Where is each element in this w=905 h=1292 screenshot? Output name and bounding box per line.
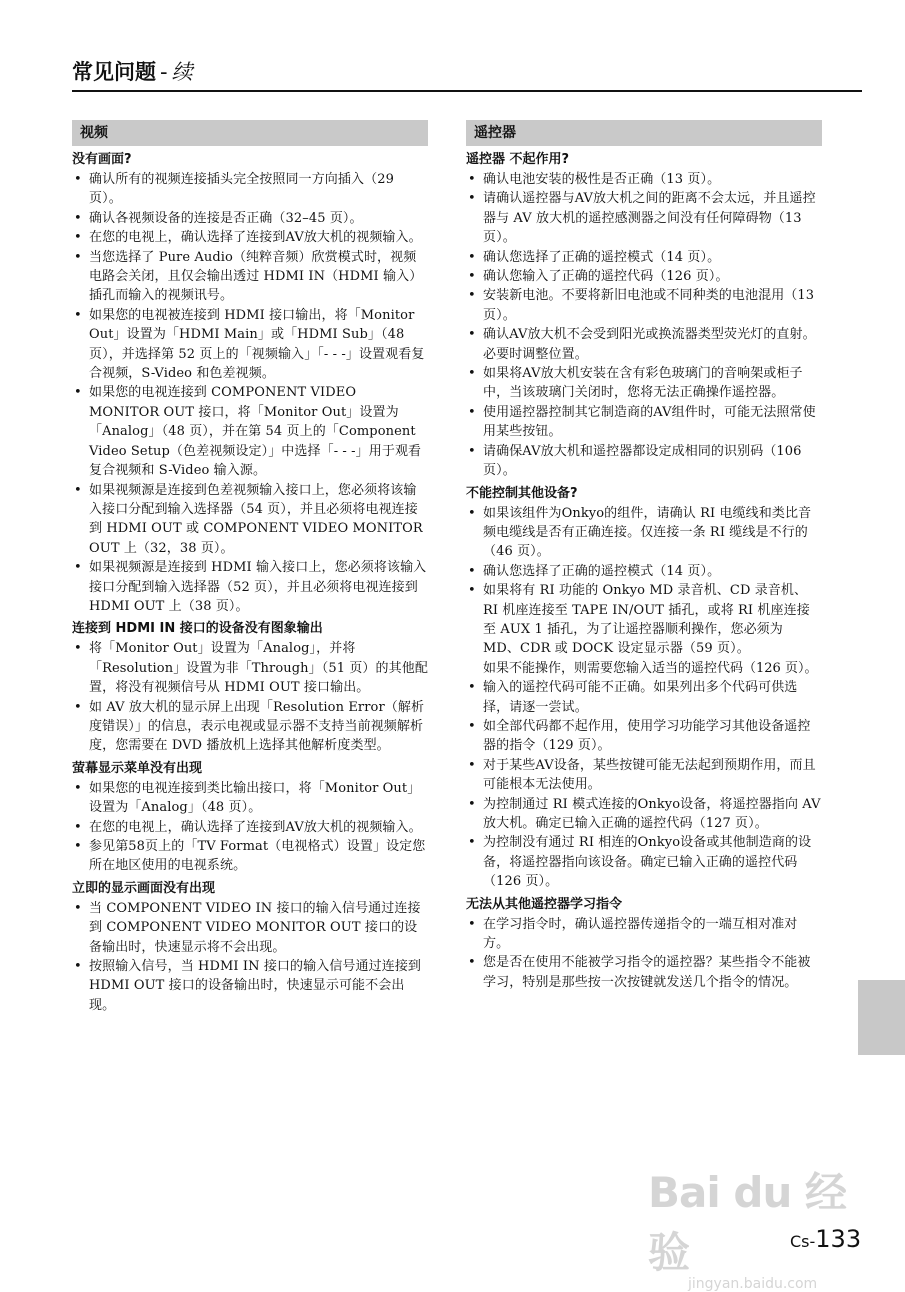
list-item — [466, 833, 822, 891]
bullet-icon: • — [74, 819, 82, 835]
list-item — [466, 189, 822, 247]
bullet-icon: • — [468, 249, 476, 265]
list-item — [72, 306, 428, 384]
list-item — [72, 837, 428, 876]
list-item — [72, 248, 428, 306]
bullet-icon: • — [468, 404, 476, 420]
list-item-text: 如果视频源是连接到 HDMI 输入接口上，您必须将该输入接口分配到输入选择器（52 页），并且必须将电视连接到 HDMI OUT 上（38 页）。 — [89, 560, 427, 614]
list-item-text: 将「Monitor Out」设置为「Analog」，并将「Resolution」设置为非「Through」（51 页）的其他配置，将没有视频信号从 HDMI OUT 接口输出。 — [89, 641, 428, 696]
list-item-text: 请确保AV放大机和遥控器都设定成相同的识别码（106 页）。 — [483, 443, 802, 479]
problem-heading: 遥控器 不起作用? — [466, 152, 570, 167]
bullet-icon: • — [468, 327, 476, 343]
list-item — [466, 170, 822, 189]
list-item-text: 当您选择了 Pure Audio（纯粹音频）欣赏模式时，视频电路会关闭，且仅会输出透过 HDMI IN（HDMI 输入）插孔而输入的视频讯号。 — [89, 249, 423, 304]
list-item — [466, 756, 822, 795]
list-item-text: 您是否在使用不能被学习指令的遥控器？某些指令不能被学习，特别是那些按一次按键就发送几个指令的情况。 — [483, 955, 811, 990]
list-item-text: 为控制通过 RI 模式连接的Onkyo设备，将遥控器指向 AV 放大机。确定已输入正确的遥控代码（127 页）。 — [483, 796, 821, 831]
list-item — [72, 779, 428, 818]
bullet-icon: • — [74, 560, 82, 576]
list-item-text: 使用遥控器控制其它制造商的AV组件时，可能无法照常使用某些按钮。 — [483, 404, 816, 440]
solution-list — [72, 170, 428, 616]
problem-heading: 不能控制其他设备? — [466, 485, 578, 501]
list-item — [466, 915, 822, 954]
bullet-icon: • — [74, 482, 82, 498]
bullet-icon: • — [74, 699, 82, 715]
bullet-icon: • — [468, 955, 476, 971]
solution-list — [466, 915, 822, 993]
list-item — [466, 325, 822, 364]
bullet-icon: • — [74, 780, 82, 796]
problem-heading: 萤幕显示菜单没有出现 — [72, 760, 203, 776]
page-number-digits: 133 — [815, 1225, 862, 1253]
left-column — [72, 120, 428, 1015]
page-number — [790, 1225, 861, 1253]
list-item-text: 确认您选择了正确的遥控模式（14 页）。 — [483, 249, 721, 265]
bullet-icon: • — [74, 307, 82, 323]
list-item-text: 如果视频源是连接到色差视频输入接口上，您必须将该输入接口分配到输入选择器（54 页），并且必须将电视连接到 HDMI OUT 或 COMPONENT VIDEO MONITOR OUT 上（32，38 页）。 — [89, 482, 423, 556]
list-item — [466, 953, 822, 992]
page-header — [72, 56, 862, 90]
list-item — [466, 403, 822, 442]
bullet-icon: • — [468, 172, 476, 187]
solution-list — [466, 678, 822, 891]
list-item-text: 参见第58页上的「TV Format（电视格式）设置」设定您所在地区使用的电视系统。 — [89, 839, 426, 874]
indented-note: 如果不能操作，则需要您输入适当的遥控代码（126 页）。 — [483, 660, 818, 676]
list-item-text: 确认您选择了正确的遥控模式（14 页）。 — [483, 563, 721, 579]
list-item — [466, 581, 822, 659]
section-side-tab — [858, 980, 905, 1055]
list-item-text: 对于某些AV设备，某些按键可能无法起到预期作用，而且可能根本无法使用。 — [483, 757, 816, 793]
list-item-text: 安装新电池。不要将新旧电池或不同种类的电池混用（13 页）。 — [483, 288, 815, 323]
list-item — [72, 957, 428, 1015]
list-item-text: 为控制没有通过 RI 相连的Onkyo设备或其他制造商的设备，将遥控器指向该设备。确定已输入正确的遥控代码（126 页）。 — [483, 835, 812, 890]
section-heading: 视频 — [72, 120, 428, 146]
bullet-icon: • — [468, 288, 476, 304]
list-item — [72, 228, 428, 247]
bullet-icon: • — [74, 959, 82, 975]
list-item-text: 请确认遥控器与AV放大机之间的距离不会太远，并且遥控器与 AV 放大机的遥控感测器之间没有任何障碍物（13 页）。 — [483, 191, 816, 246]
list-item — [72, 698, 428, 756]
list-item-text: 如 AV 放大机的显示屏上出现「Resolution Error（解析度错误）」的信息，表示电视或显示器不支持当前视频解析度，您需要在 DVD 播放机上选择其他解析度类型。 — [89, 699, 425, 754]
list-item-text: 在您的电视上，确认选择了连接到AV放大机的视频输入。 — [89, 230, 422, 246]
list-item — [466, 442, 822, 481]
list-item — [466, 286, 822, 325]
list-item — [72, 383, 428, 480]
list-item — [72, 818, 428, 837]
list-item — [72, 170, 428, 209]
bullet-icon: • — [74, 385, 82, 401]
list-item — [466, 717, 822, 756]
bullet-icon: • — [468, 796, 476, 812]
bullet-icon: • — [468, 757, 476, 773]
list-item-text: 当 COMPONENT VIDEO IN 接口的输入信号通过连接到 COMPONENT VIDEO MONITOR OUT 接口的设备输出时，快速显示将不会出现。 — [89, 900, 421, 955]
list-item-text: 如果将有 RI 功能的 Onkyo MD 录音机、CD 录音机、RI 机座连接至 TAPE IN/OUT 插孔，或将 RI 机座连接至 AUX 1 插孔，为了让遥控器顺利操作，您必须为 MD、CDR 或 DOCK 设定显示器（59 页）。 — [483, 583, 810, 657]
bullet-icon: • — [468, 443, 476, 459]
problem-heading: 没有画面? — [72, 152, 132, 167]
title-continued: 续 — [171, 60, 193, 84]
bullet-icon: • — [468, 718, 476, 734]
problem-heading: 立即的显示画面没有出现 — [72, 880, 216, 896]
bullet-icon: • — [468, 563, 476, 579]
list-item-text: 按照输入信号，当 HDMI IN 接口的输入信号通过连接到 HDMI OUT 接口的设备输出时，快速显示可能不会出现。 — [89, 959, 422, 1013]
list-item-text: 在学习指令时，确认遥控器传递指令的一端互相对准对方。 — [483, 916, 798, 952]
list-item — [466, 678, 822, 717]
bullet-icon: • — [468, 835, 476, 851]
watermark-logo: Bai du 经验 — [648, 1168, 846, 1277]
list-item-text: 如果将AV放大机安装在含有彩色玻璃门的音响架或柜子中，当该玻璃门关闭时，您将无法正确操作遥控器。 — [483, 366, 803, 401]
list-item-text: 如果您的电视连接到 COMPONENT VIDEO MONITOR OUT 接口，将「Monitor Out」设置为「Analog」（48 页），并在第 54 页上的「Component Video Setup（色差视频设定）」中选择「- - -」用于观看复合视频和 S-Video 输入源。 — [89, 385, 422, 479]
bullet-icon: • — [468, 366, 476, 382]
bullet-icon: • — [74, 839, 82, 854]
list-item — [466, 504, 822, 562]
list-item-text: 在您的电视上，确认选择了连接到AV放大机的视频输入。 — [89, 819, 422, 835]
watermark-url: jingyan.baidu.com — [688, 1276, 818, 1292]
list-item — [72, 209, 428, 228]
list-item-text: 如全部代码都不起作用，使用学习功能学习其他设备遥控器的指令（129 页）。 — [483, 718, 811, 754]
bullet-icon: • — [74, 249, 82, 265]
right-column — [466, 120, 822, 992]
bullet-icon: • — [468, 680, 476, 696]
list-item-text: 确认您输入了正确的遥控代码（126 页）。 — [483, 269, 729, 285]
bullet-icon: • — [468, 191, 476, 207]
bullet-icon: • — [74, 641, 82, 657]
list-item — [72, 481, 428, 559]
list-item — [72, 639, 428, 697]
bullet-icon: • — [468, 916, 476, 932]
solution-list — [72, 899, 428, 1015]
solution-list — [72, 779, 428, 876]
bullet-icon: • — [74, 172, 82, 187]
list-item — [466, 248, 822, 267]
bullet-icon: • — [468, 505, 476, 521]
page-title: 常见问题 — [72, 60, 156, 84]
bullet-icon: • — [468, 583, 476, 599]
problem-heading: 无法从其他遥控器学习指令 — [466, 896, 623, 912]
list-item-text: 输入的遥控代码可能不正确。如果列出多个代码可供选择，请逐一尝试。 — [483, 680, 798, 715]
title-separator: - — [160, 60, 168, 84]
list-item — [466, 267, 822, 286]
list-item-text: 如果您的电视被连接到 HDMI 接口输出，将「Monitor Out」设置为「HDMI Main」或「HDMI Sub」（48 页），并选择第 52 页上的「视频输入」「- - -」设置观看复合视频，S-Video 和色差视频。 — [89, 307, 425, 382]
page-number-prefix: Cs- — [790, 1232, 816, 1251]
list-item — [466, 562, 822, 581]
list-item-text: 确认AV放大机不会受到阳光或换流器类型荧光灯的直射。必要时调整位置。 — [483, 327, 816, 362]
list-item-text: 确认所有的视频连接插头完全按照同一方向插入（29 页）。 — [89, 172, 394, 207]
list-item — [466, 364, 822, 403]
list-item — [72, 558, 428, 616]
bullet-icon: • — [74, 210, 82, 226]
bullet-icon: • — [468, 269, 476, 285]
list-item-text: 确认电池安装的极性是否正确（13 页）。 — [483, 172, 721, 187]
solution-list — [466, 504, 822, 659]
list-item — [72, 899, 428, 957]
list-item-text: 如果该组件为Onkyo的组件，请确认 RI 电缆线和类比音频电缆线是否有正确连接。仅连接一条 RI 缆线是不行的（46 页）。 — [483, 505, 812, 560]
header-rule — [72, 90, 862, 92]
solution-list — [72, 639, 428, 755]
solution-list — [466, 170, 822, 481]
bullet-icon: • — [74, 230, 82, 246]
list-item-text: 如果您的电视连接到类比输出接口，将「Monitor Out」设置为「Analog」（48 页）。 — [89, 780, 421, 816]
problem-heading: 连接到 HDMI IN 接口的设备没有图象输出 — [72, 621, 323, 637]
list-item-text: 确认各视频设备的连接是否正确（32–45 页）。 — [89, 210, 363, 226]
list-item — [466, 795, 822, 834]
bullet-icon: • — [74, 900, 82, 916]
section-heading: 遥控器 — [466, 120, 822, 146]
